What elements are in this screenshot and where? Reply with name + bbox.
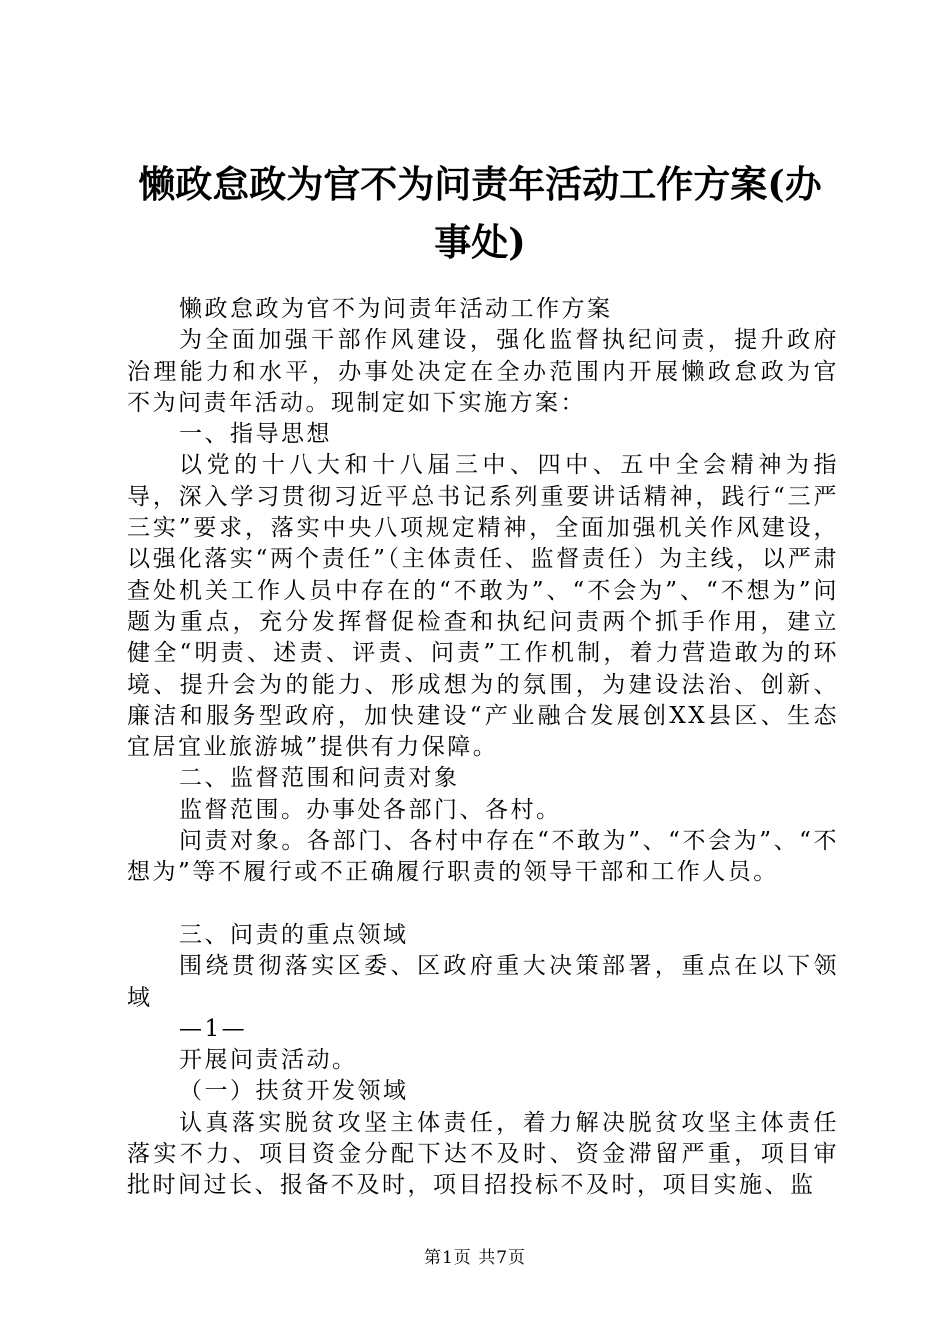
- document-title: 懒政怠政为官不为问责年活动工作方案(办事处): [138, 162, 822, 264]
- subsection1-heading: （一）扶贫开发领域: [179, 1078, 409, 1105]
- section2-scope: 监督范围。办事处各部门、各村。: [179, 796, 562, 823]
- intro-paragraph: 为全面加强干部作风建设，强化监督执纪问责，提升政府治理能力和水平，办事处决定在全办范围内开展懒政怠政为官不为问责年活动。现制定如下实施方案：: [127, 327, 839, 416]
- page-marker: —1—: [179, 1015, 248, 1042]
- blank-line: [127, 889, 839, 920]
- subsection1-paragraph: 认真落实脱贫攻坚主体责任，着力解决脱贫攻坚主体责任落实不力、项目资金分配下达不及时、资金滞留严重，项目审批时间过长、报备不及时，项目招投标不及时，项目实施、监: [127, 1109, 839, 1199]
- section3-paragraph: 围绕贯彻落实区委、区政府重大决策部署，重点在以下领域: [127, 953, 839, 1011]
- section1-paragraph: 以党的十八大和十八届三中、四中、五中全会精神为指导，深入学习贯彻习近平总书记系列重要讲话精神，践行“三严三实”要求，落实中央八项规定精神，全面加强机关作风建设，以强化落实“两个责任”（主体责任、监督责任）为主线，以严肃查处机关工作人员中存在的“不敢为”、“不会为”、“不想为”问题为重点，充分发挥督促检查和执纪问责两个抓手作用，建立健全“明责、述责、评责、问责”工作机制，着力营造敢为的环境、提升会为的能力、形成想为的氛围，为建设法治、创新、廉洁和服务型政府，加快建设“产业融合发展创XX县区、生态宜居宜业旅游城”提供有力保障。: [127, 452, 839, 761]
- section3-continuation: 开展问责活动。: [179, 1047, 358, 1074]
- page-footer: 第1页 共7页: [423, 1248, 527, 1268]
- section1-heading: 一、指导思想: [179, 421, 332, 448]
- section2-target: 问责对象。各部门、各村中存在“不敢为”、“不会为”、“不想为”等不履行或不正确履行职责的领导干部和工作人员。: [127, 828, 839, 886]
- document-subtitle: 懒政怠政为官不为问责年活动工作方案: [179, 296, 613, 322]
- section3-heading: 三、问责的重点领域: [179, 921, 409, 948]
- document-body: [127, 294, 839, 1202]
- section2-heading: 二、监督范围和问责对象: [179, 765, 460, 792]
